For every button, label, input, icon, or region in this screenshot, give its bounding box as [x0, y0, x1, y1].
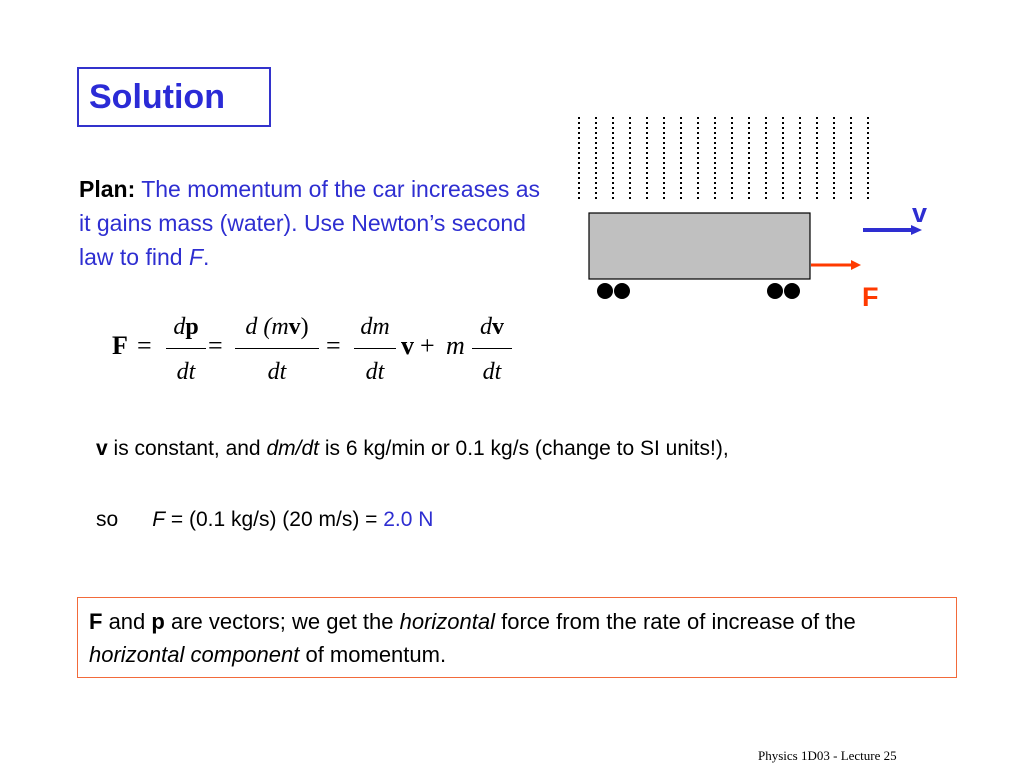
eq-equals-2: = — [208, 331, 223, 360]
line1-b: is 6 kg/min or 0.1 kg/s (change to SI units!), — [318, 437, 729, 460]
cart-body — [589, 213, 810, 279]
line2-so: so — [96, 508, 119, 531]
fraction-dp-dt — [166, 314, 206, 385]
eq-v: v — [401, 331, 414, 360]
f2-v: v — [288, 314, 301, 340]
f4-d: d — [480, 314, 492, 340]
eq-lhs-F: F — [112, 331, 128, 360]
note-c: of momentum. — [299, 642, 447, 667]
slide-footer: Physics 1D03 - Lecture 25 — [758, 748, 897, 763]
eq-equals-3: = — [326, 331, 341, 360]
f3-num: dm — [360, 314, 390, 340]
note-p: p — [151, 609, 165, 634]
note-b: force from the rate of increase of the — [495, 609, 856, 634]
fraction-dm-dt — [354, 314, 396, 385]
force-label: F — [862, 282, 879, 312]
line1-a: is constant, and — [107, 437, 267, 460]
rain-drops — [579, 117, 868, 202]
f2-den: dt — [267, 359, 287, 386]
line2-F: F — [152, 508, 166, 531]
eq-m: m — [446, 331, 465, 360]
slide-title: Solution — [89, 78, 225, 116]
line2-answer: 2.0 N — [383, 508, 434, 531]
note-hc: horizontal component — [89, 642, 300, 667]
cart-wheel-3 — [767, 283, 783, 299]
note-F: F — [89, 609, 103, 634]
line1-dmdt: dm/dt — [266, 437, 319, 460]
line1-v: v — [96, 437, 108, 460]
f2-num: d (m — [245, 314, 289, 340]
eq-equals-1: = — [137, 331, 152, 360]
f4-den: dt — [482, 359, 502, 386]
constant-v-line — [96, 437, 729, 461]
f1-p: p — [185, 314, 199, 340]
f2-end: ) — [300, 314, 309, 340]
cart-wheel-1 — [597, 283, 613, 299]
f3-den: dt — [365, 359, 385, 386]
note-box — [77, 597, 957, 678]
eq-plus: + — [420, 331, 435, 360]
note-text — [89, 605, 949, 671]
note-horizontal: horizontal — [399, 609, 496, 634]
line2-expr: = (0.1 kg/s) (20 m/s) = — [165, 508, 384, 531]
cart-wheel-2 — [614, 283, 630, 299]
plan-var-F: F — [188, 244, 204, 270]
plan-label: Plan: — [79, 176, 136, 202]
note-and: and — [102, 609, 152, 634]
f1-d: d — [173, 314, 186, 340]
cart-wheel-4 — [784, 283, 800, 299]
velocity-label: v — [912, 198, 928, 228]
rain-cart-diagram — [560, 108, 940, 313]
fraction-dv-dt — [472, 314, 512, 385]
f1-den: dt — [176, 359, 196, 386]
force-arrow-head — [851, 260, 861, 270]
f4-v: v — [492, 314, 504, 340]
fraction-dmv-dt — [235, 314, 319, 385]
plan-text: The momentum of the car increases as it gains mass (water). Use Newton’s second law to find — [79, 176, 541, 270]
note-a: are vectors; we get the — [164, 609, 400, 634]
result-line — [96, 508, 433, 532]
plan-end: . — [203, 244, 210, 270]
